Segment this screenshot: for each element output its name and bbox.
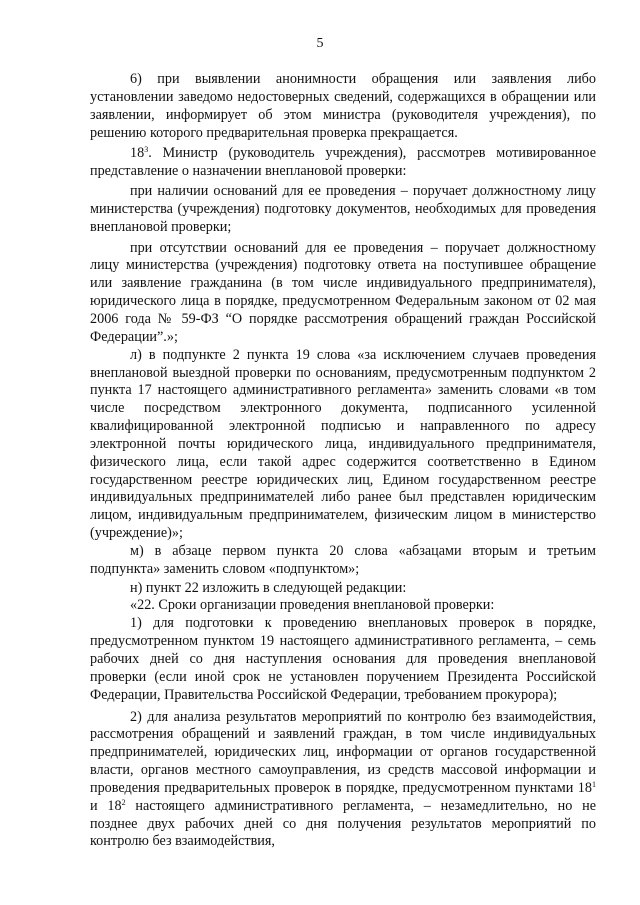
page-number: 5	[316, 36, 324, 51]
paragraph-item-22-heading: «22. Сроки организации проведения внеплановой проверки:	[130, 597, 495, 614]
paragraph-subitem-m: м) в абзаце первом пункта 20 слова «абзацами вторым и третьим подпункта» заменить словом «подпунктом»;	[90, 542, 596, 577]
paragraph-text: . Министр (руководитель учреждения), рассмотрев мотивированное представление о назначении внеплановой проверки:	[90, 145, 596, 180]
item-number: 18	[130, 145, 145, 162]
paragraph-subitem-l: л) в подпункте 2 пункта 19 слова «за исключением случаев проведения внеплановой выездной проверки по основаниям, предусмотренным подпунктом 2 пункта 17 настоящего административного регламента» заменить словами «в том числе посредством электронного документа, подписанного усиленной квалифицированной электронной подписью и направленного по адресу электронной почты юридического лица, индивидуального предпринимателя, физического лица, если такой адрес содержится соответственно в Едином государственном реестре юридических лиц, Едином государственном реестре индивидуальных предпринимателей либо ранее был представлен юридическим лицом, индивидуальным предпринимателем, физическим лицом в министерство (учреждение)»;	[90, 346, 596, 542]
paragraph-text: и 18	[90, 797, 122, 814]
paragraph-subitem-6: 6) при выявлении анонимности обращения или заявления либо установлении заведомо недостоверных сведений, содержащихся в обращении или заявлении, информирует об этом министра (руководителя учреждения), по решению которого предварительная проверка прекращается.	[90, 71, 596, 141]
paragraph-text: настоящего административного регламента, – незамедлительно, но не позднее двух рабочих дней со дня получения результатов мероприятий по контролю без взаимодействия,	[90, 797, 596, 850]
paragraph-grounds-absent: при отсутствии оснований для ее проведения – поручает должностному лицу министерства (учреждения) подготовку ответа на поступившее обращение или заявление гражданина (в том числе индивидуального предпринимателя), юридического лица в порядке, предусмотренном Федеральным законом от 02 мая 2006 года № 59-ФЗ “О порядке рассмотрения обращений граждан Российской Федерации”.»;	[90, 239, 596, 345]
paragraph-term-1: 1) для подготовки к проведению внеплановых проверок в порядке, предусмотренном пунктом 19 настоящего административного регламента, – семь рабочих дней со дня наступления основания для проведения внеплановой проверки (если иной срок не установлен поручением Президента Российской Федерации, Правительства Российской Федерации, требованием прокурора);	[90, 615, 596, 703]
paragraph-subitem-n: н) пункт 22 изложить в следующей редакции:	[130, 579, 407, 596]
item-number-superscript: 3	[144, 145, 149, 155]
item-superscript: 2	[121, 797, 126, 807]
item-superscript: 1	[592, 779, 596, 789]
paragraph-term-2	[90, 709, 596, 852]
document-body	[90, 71, 596, 851]
paragraph-text: 2) для анализа результатов мероприятий по контролю без взаимодействия, рассмотрения обращений и заявлений граждан, в том числе индивидуальных предпринимателей, юридических лиц, информации от органов государственной власти, органов местного самоуправления, из средств массовой информации и проведения предварительных проверок в порядке, предусмотренном пунктами 18	[90, 708, 596, 796]
paragraph-grounds-present: при наличии оснований для ее проведения – поручает должностному лицу министерства (учреждения) подготовку документов, необходимых для проведения внеплановой проверки;	[90, 183, 596, 235]
paragraph-item-18-3	[90, 145, 596, 181]
